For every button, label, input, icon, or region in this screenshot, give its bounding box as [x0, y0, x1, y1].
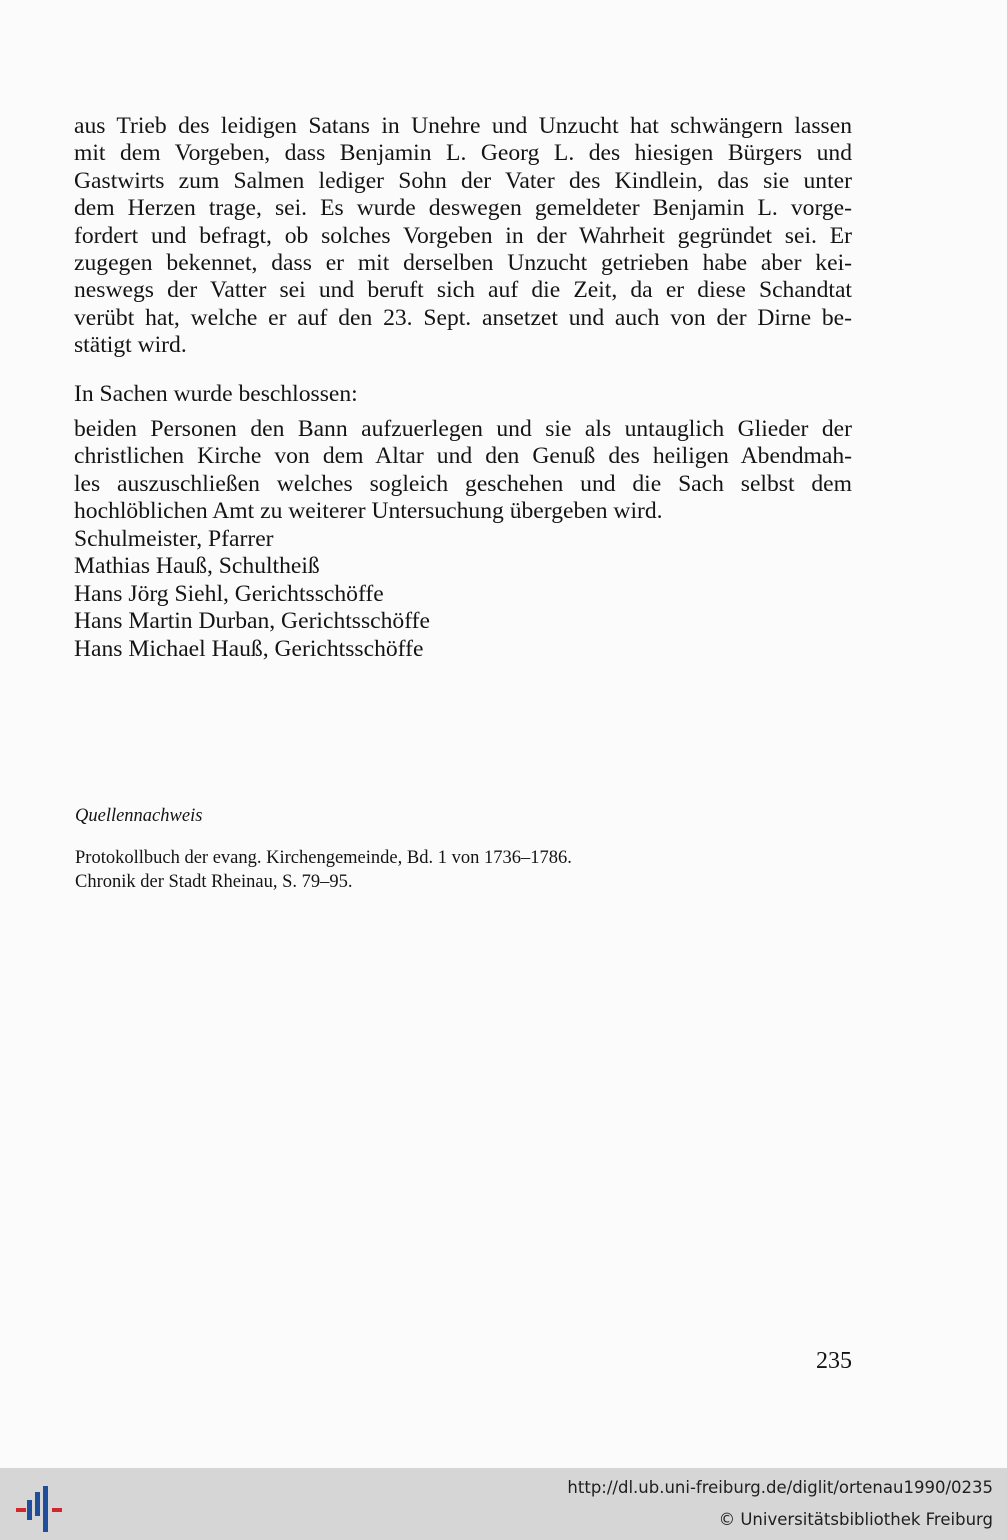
- sources-heading: Quellennachweis: [75, 806, 203, 826]
- signature-line: Hans Michael Hauß, Gerichtsschöffe: [74, 635, 424, 662]
- text-line: verübt hat, welche er auf den 23. Sept. ansetzet und auch von der Dirne be-: [74, 304, 852, 331]
- signature-line: Mathias Hauß, Schultheiß: [74, 553, 320, 580]
- text-line: les auszuschließen welches sogleich geschehen und die Sach selbst dem: [74, 470, 852, 497]
- text-line: aus Trieb des leidigen Satans in Unehre und Unzucht hat schwängern lassen: [74, 113, 852, 139]
- body-paragraph-resolution: [74, 416, 852, 526]
- signature-line: Hans Jörg Siehl, Gerichtsschöffe: [74, 580, 384, 607]
- signature-line: Schulmeister, Pfarrer: [74, 526, 274, 552]
- logo-bar-blue-1: [27, 1500, 32, 1520]
- logo-bar-blue-2: [35, 1492, 40, 1516]
- text-line: hochlöblichen Amt zu weiterer Untersuchung übergeben wird.: [74, 498, 663, 525]
- text-line: beiden Personen den Bann aufzuerlegen und sie als untauglich Glieder der: [74, 416, 852, 442]
- text-line: zugegen bekennet, dass er mit derselben Unzucht getrieben habe aber kei-: [74, 250, 852, 277]
- text-line: mit dem Vorgeben, dass Benjamin L. Georg L. des hiesigen Bürgers und: [74, 140, 852, 167]
- text-line: dem Herzen trage, sei. Es wurde deswegen gemeldeter Benjamin L. vorge-: [74, 195, 852, 222]
- text-line: Gastwirts zum Salmen lediger Sohn der Vater des Kindlein, das sie unter: [74, 167, 852, 194]
- logo-bar-blue-3: [43, 1486, 48, 1532]
- logo-bar-red-right: [52, 1508, 62, 1512]
- logo-bar-red-left: [16, 1508, 26, 1512]
- text-line: stätigt wird.: [74, 332, 187, 359]
- copyright-notice: © Universitätsbibliothek Freiburg: [718, 1510, 993, 1529]
- signature-list: [74, 526, 852, 663]
- source-item: Chronik der Stadt Rheinau, S. 79–95.: [75, 872, 353, 892]
- text-line: fordert und befragt, ob solches Vorgeben in der Wahrheit gegründet sei. Er: [74, 222, 852, 249]
- ub-freiburg-logo-icon[interactable]: [16, 1478, 66, 1532]
- source-item: Protokollbuch der evang. Kirchengemeinde, Bd. 1 von 1736–1786.: [75, 848, 572, 868]
- text-line: christlichen Kirche von dem Altar und den Genuß des heiligen Abendmah-: [74, 443, 852, 470]
- signature-line: Hans Martin Durban, Gerichtsschöffe: [74, 608, 430, 635]
- body-paragraph-1: [74, 113, 852, 360]
- sources-list: [75, 846, 572, 894]
- permalink-url[interactable]: http://dl.ub.uni-freiburg.de/diglit/ortenau1990/0235: [567, 1478, 993, 1497]
- footer-bar: [0, 1468, 1007, 1540]
- page-number: 235: [816, 1348, 852, 1374]
- text-line: neswegs der Vatter sei und beruft sich auf die Zeit, da er diese Schandtat: [74, 277, 852, 304]
- resolution-heading: In Sachen wurde beschlossen:: [74, 381, 358, 407]
